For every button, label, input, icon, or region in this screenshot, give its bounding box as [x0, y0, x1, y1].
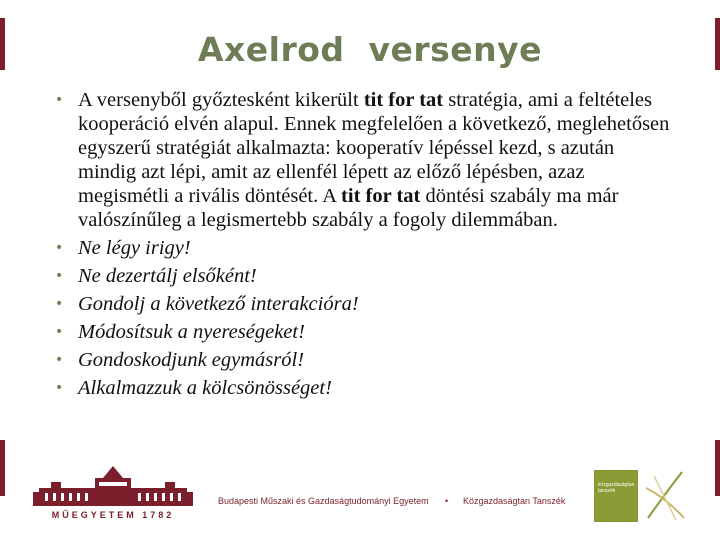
intro-text-part: stratégia, ami a feltételes kooperáció elvén alapul. Ennek megfelelően a következő, meglehetősen egyszerű stratégiát alkalmazta: kooperatív lépéssel kezd, s azután mindig azt lépi, amit az ellenfél lépett az előző lépésben, azaz megismétli a rivális döntését. A — [78, 89, 670, 207]
slide-title: Axelrod versenye — [197, 30, 543, 69]
badge-line: közgazdaságtan — [598, 482, 635, 488]
right-edge-accent-top — [715, 18, 720, 70]
rule-text: Gondolj a következő interakcióra! — [78, 293, 359, 315]
rule-text: Módosítsuk a nyereségeket! — [78, 321, 305, 343]
slide-footer — [0, 462, 720, 522]
department-emblem-icon — [642, 468, 688, 522]
logo-caption: MŰEGYETEM 1782 — [51, 510, 175, 520]
strategy-name: tit for tat — [363, 89, 444, 111]
footer-separator: • — [445, 496, 449, 506]
rule-text: Alkalmazzuk a kölcsönösséget! — [78, 377, 332, 399]
bullet-icon: • — [55, 268, 64, 284]
badge-line: tanszék — [598, 488, 616, 494]
rule-text: Gondoskodjunk egymásról! — [78, 349, 305, 371]
department-badge — [594, 470, 638, 522]
rule-text: Ne dezertálj elsőként! — [78, 265, 257, 287]
rule-item — [52, 264, 677, 288]
intro-paragraph — [78, 89, 669, 231]
intro-bullet-item — [52, 88, 677, 232]
rule-text: Ne légy irigy! — [78, 237, 191, 259]
university-name: Budapesti Műszaki és Gazdaságtudományi Egyetem — [218, 496, 429, 506]
university-building-logo — [33, 466, 193, 521]
intro-text-part: döntési szabály ma már valószínűleg a legismertebb szabály a fogoly dilemmában. — [78, 185, 619, 231]
left-edge-accent-top — [0, 18, 5, 70]
rule-item — [52, 236, 677, 260]
department-name: Közgazdaságtan Tanszék — [463, 496, 566, 506]
bullet-icon: • — [55, 92, 64, 108]
bullet-icon: • — [55, 324, 64, 340]
bullet-icon: • — [55, 240, 64, 256]
rule-item — [52, 320, 677, 344]
rule-item — [52, 292, 677, 316]
slide-body — [52, 88, 677, 400]
bullet-icon: • — [55, 380, 64, 396]
rule-item — [52, 348, 677, 372]
bullet-icon: • — [55, 352, 64, 368]
intro-text-part: A versenyből győztesként kikerült — [78, 89, 364, 111]
rule-item — [52, 376, 677, 400]
strategy-name: tit for tat — [341, 185, 421, 207]
bullet-icon: • — [55, 296, 64, 312]
